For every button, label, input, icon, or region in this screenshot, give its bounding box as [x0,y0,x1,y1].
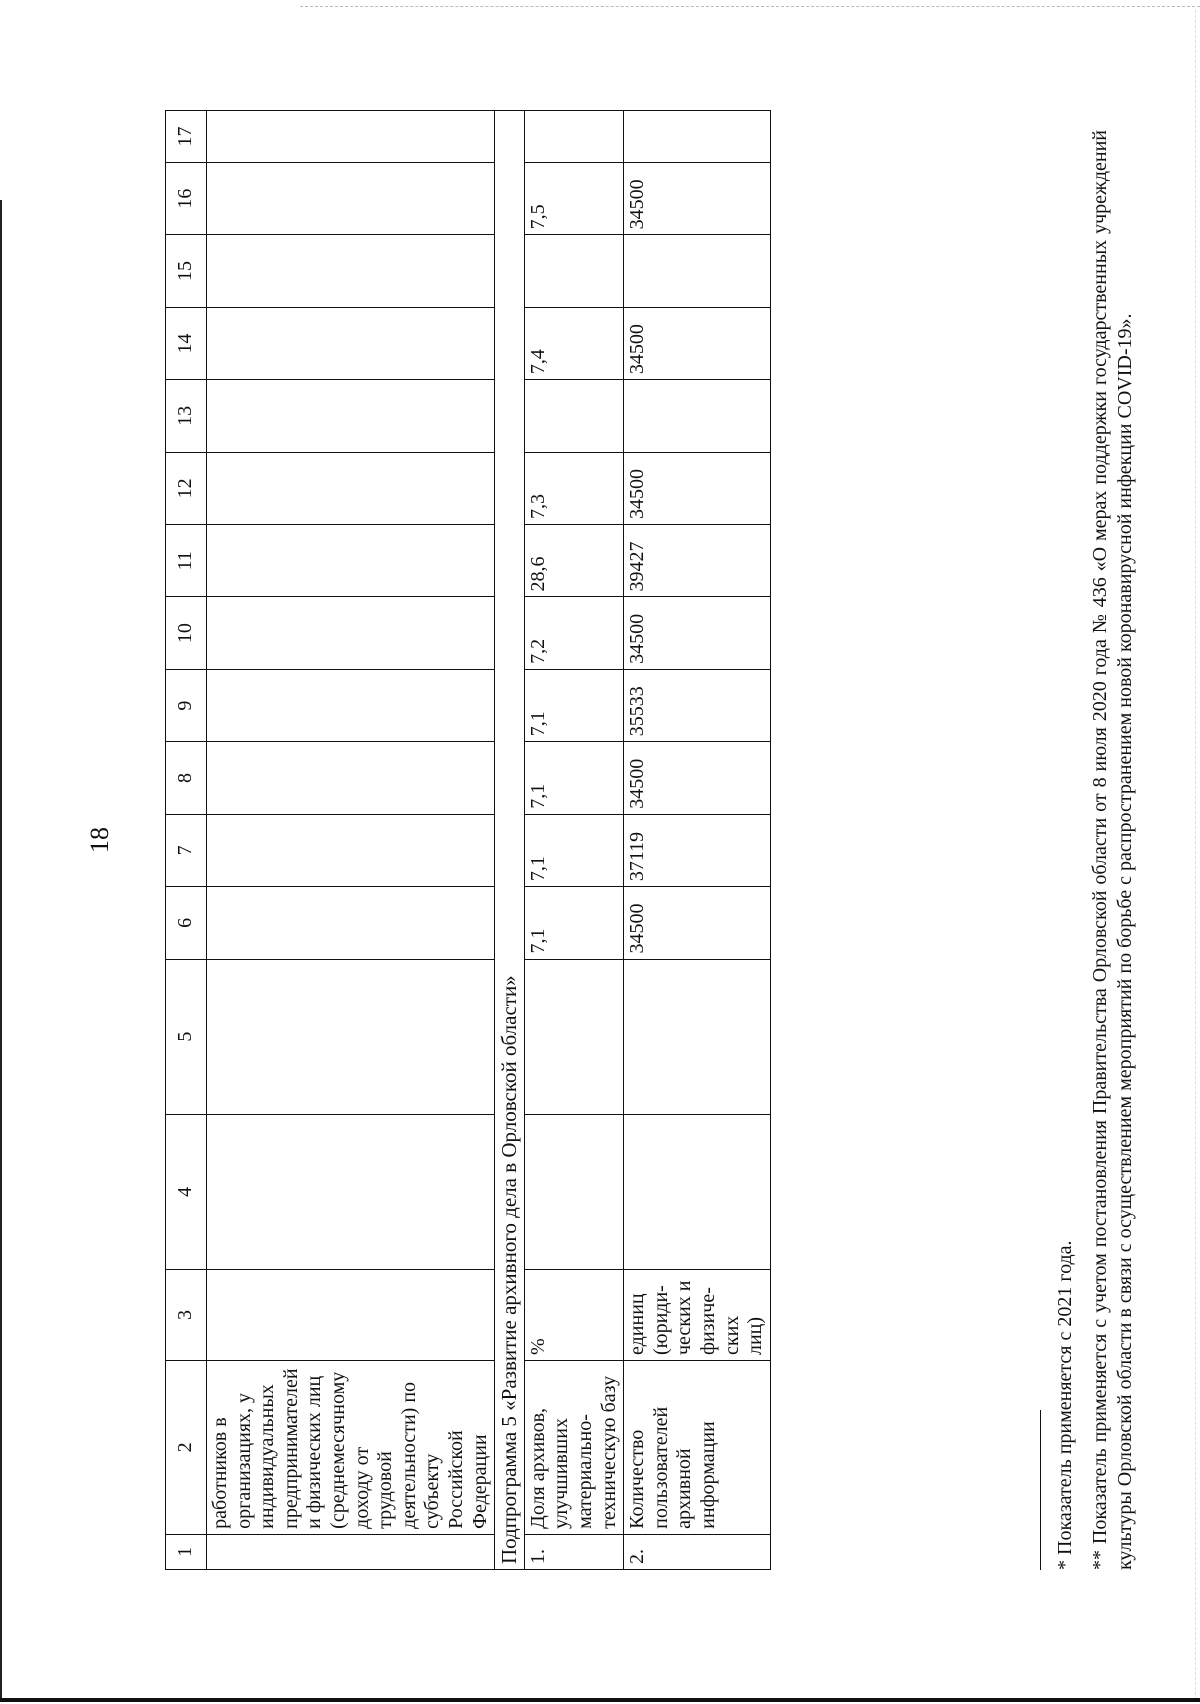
table-row-continuation [207,111,495,1570]
value-cell: 7,1 [524,669,623,741]
value-cell: 7,1 [524,742,623,814]
table-cell [207,814,495,886]
footnote-1: * Показатель применяется с 2021 года. [1054,1240,1076,1570]
scan-edge-top [300,6,1200,7]
value-cell: 34500 [624,742,771,814]
value-cell: 7,1 [524,814,623,886]
table-cell [207,162,495,234]
value-cell: 34500 [624,887,771,959]
table-cell [207,1114,495,1269]
table-cell [624,1114,771,1269]
indicator-name-cell: работников в организациях, у индивидуальных предпринимателей и физических лиц (среднемесячному доходу от трудовой деятельности) по субъекту Российской Федерации [207,1361,495,1535]
footnotes [1040,130,1148,1570]
value-cell [524,380,623,452]
value-cell: 28,6 [524,525,623,597]
header-cell: 10 [166,597,207,669]
header-cell: 12 [166,452,207,524]
row-number-cell: 2. [624,1534,771,1569]
scan-edge-bottom [0,1698,1200,1702]
table-cell [207,959,495,1114]
header-cell: 14 [166,307,207,379]
scan-edge-right [1195,10,1196,1700]
footnote-divider [1040,1410,1041,1570]
value-cell [624,235,771,307]
table-cell [207,307,495,379]
page-number: 18 [85,827,114,853]
header-cell: 2 [166,1361,207,1535]
table-row [524,111,623,1570]
value-cell: 34500 [624,452,771,524]
table-cell [207,887,495,959]
header-cell: 13 [166,380,207,452]
value-cell: 34500 [624,162,771,234]
rotated-page [85,60,1185,1620]
table-cell [207,1269,495,1360]
value-cell: 7,2 [524,597,623,669]
table-cell [207,235,495,307]
header-cell: 11 [166,525,207,597]
table-cell [207,597,495,669]
value-cell [624,111,771,163]
value-cell: 7,3 [524,452,623,524]
header-cell: 17 [166,111,207,163]
value-cell: 39427 [624,525,771,597]
header-cell: 5 [166,959,207,1114]
value-cell [524,111,623,163]
table-cell [624,959,771,1114]
indicator-table [165,110,771,1570]
value-cell: 7,1 [524,887,623,959]
value-cell: 37119 [624,814,771,886]
scan-edge-left [0,200,2,1700]
table-cell [524,1114,623,1269]
header-cell: 16 [166,162,207,234]
indicator-name-cell: Количество пользователей архивной информации [624,1361,771,1535]
table-cell [207,669,495,741]
header-cell: 8 [166,742,207,814]
table-cell [207,111,495,163]
unit-cell: единиц (юриди- ческих и физиче- ских лиц) [624,1269,771,1360]
value-cell: 7,4 [524,307,623,379]
header-cell: 15 [166,235,207,307]
header-cell: 4 [166,1114,207,1269]
table-cell [207,452,495,524]
table-cell [207,525,495,597]
footnote-2: ** Показатель применяется с учетом постановления Правительства Орловской области от 8 июля 2020 года № 436 «О мерах поддержки государственных учреждений культуры Орловской области в связи с осуществлением мероприятий по борьбе с распространением новой коронавирусной инфекции COVID-19». [1089,130,1136,1570]
table-cell [207,742,495,814]
row-number-cell: 1. [524,1534,623,1569]
value-cell: 7,5 [524,162,623,234]
header-cell: 6 [166,887,207,959]
section-header-row [495,111,525,1570]
value-cell [624,380,771,452]
unit-cell: % [524,1269,623,1360]
header-cell: 3 [166,1269,207,1360]
value-cell [524,235,623,307]
table-header-row [166,111,207,1570]
value-cell: 34500 [624,597,771,669]
value-cell: 34500 [624,307,771,379]
value-cell: 35533 [624,669,771,741]
header-cell: 1 [166,1534,207,1569]
row-number-cell [207,1534,495,1569]
indicator-name-cell: Доля архивов, улучшивших материально- техническую базу [524,1361,623,1535]
header-cell: 9 [166,669,207,741]
subprogram-title: Подпрограмма 5 «Развитие архивного дела в Орловской области» [495,111,525,1570]
header-cell: 7 [166,814,207,886]
table-cell [524,959,623,1114]
table-cell [207,380,495,452]
table-row [624,111,771,1570]
